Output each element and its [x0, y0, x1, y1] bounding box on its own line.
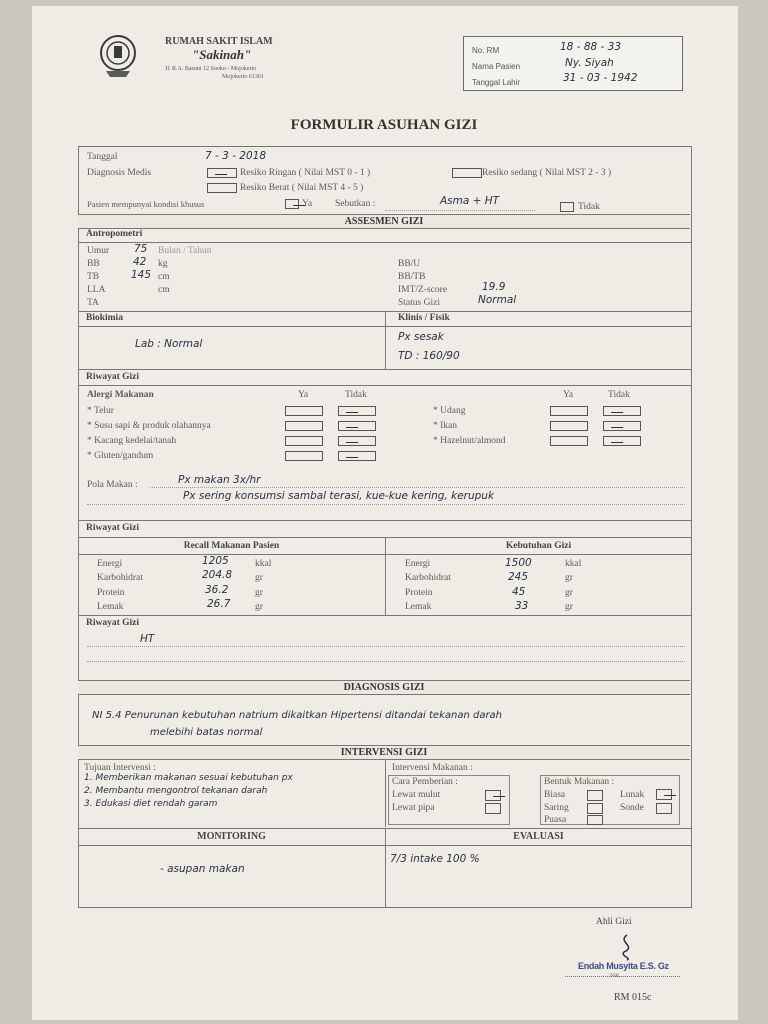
sebutkan-label: Sebutkan :	[335, 199, 376, 209]
alergi-tidak-checkbox[interactable]	[338, 421, 376, 431]
need-value: 33	[515, 600, 529, 612]
recall-left-value: 36.2	[205, 584, 229, 596]
risk-high-checkbox[interactable]	[207, 183, 237, 193]
recall-row-label: Lemak	[97, 602, 124, 612]
tb-label: TB	[87, 272, 100, 282]
riwayat-gizi-2-title: Riwayat Gizi	[86, 618, 140, 628]
recall-row-label: Protein	[97, 588, 125, 598]
bentuk-makanan-label: Bentuk Makanan :	[544, 777, 615, 787]
alergi-tidak-checkbox[interactable]	[603, 406, 641, 416]
left-col-ya: Ya	[298, 390, 309, 400]
recall-left-unit: gr	[255, 602, 263, 612]
alergi-title: Alergi Makanan	[87, 390, 154, 400]
bb-unit: kg	[158, 259, 168, 269]
tujuan-item: 2. Membantu mengontrol tekanan darah	[84, 786, 268, 796]
form-code: RM 015c	[614, 992, 652, 1003]
right-col-tidak: Tidak	[608, 390, 630, 400]
lla-unit: cm	[158, 285, 170, 295]
intervensi-makanan-label: Intervensi Makanan :	[392, 763, 473, 773]
diagnosis-line-2: melebihi batas normal	[150, 727, 263, 738]
alergi-tidak-checkbox[interactable]	[338, 436, 376, 446]
hospital-subname: "Sakinah"	[192, 47, 252, 62]
biasa-label: Biasa	[544, 790, 566, 800]
alergi-ya-checkbox[interactable]	[550, 436, 588, 446]
hospital-city: Mojokerto 61361	[222, 74, 264, 80]
status-gizi-value: Normal	[478, 294, 517, 306]
evaluasi-header: EVALUASI	[513, 831, 564, 842]
tb-unit: cm	[158, 272, 170, 282]
need-row-label: Lemak	[405, 602, 432, 612]
need-unit: gr	[565, 588, 573, 598]
alergi-tidak-checkbox[interactable]	[603, 421, 641, 431]
recall-left-value: 1205	[202, 555, 229, 567]
dob-label: Tanggal Lahir	[472, 78, 521, 87]
saring-label: Saring	[544, 803, 569, 813]
diagnosis-line-1: NI 5.4 Penurunan kebutuhan natrium dikaitkan Hipertensi ditandai tekanan darah	[92, 710, 503, 721]
ahli-gizi-name: Endah Musyita E.S. Gz	[578, 961, 669, 971]
recall-left-unit: gr	[255, 573, 263, 583]
need-unit: kkal	[565, 559, 582, 569]
lewat-pipa-checkbox[interactable]	[485, 803, 501, 814]
alergi-tidak-checkbox[interactable]	[603, 436, 641, 446]
lunak-label: Lunak	[620, 790, 645, 800]
rm-value: 18 - 88 - 33	[560, 41, 622, 53]
need-row-label: Protein	[405, 588, 433, 598]
bbtb-label: BB/TB	[398, 272, 426, 282]
assessment-header: ASSESMEN GIZI	[78, 214, 690, 229]
risk-low-checkbox[interactable]	[207, 168, 237, 178]
special-condition-label: Pasien mempunyai kondisi khusus	[87, 199, 205, 209]
sonde-checkbox[interactable]	[656, 803, 672, 814]
hospital-logo-icon	[98, 33, 138, 77]
ahli-gizi-nip: NIK. ....	[610, 973, 629, 979]
pola-makan-line-2: Px sering konsumsi sambal terasi, kue-kue kering, kerupuk	[183, 490, 495, 502]
imt-label: IMT/Z-score	[398, 285, 448, 295]
recall-left-unit: gr	[255, 588, 263, 598]
hospital-name: RUMAH SAKIT ISLAM	[165, 36, 273, 47]
patient-name-value: Ny. Siyah	[565, 57, 614, 69]
umur-unit: Bulan / Tahun	[158, 246, 212, 256]
diagnosis-header: DIAGNOSIS GIZI	[78, 680, 690, 695]
alergi-ya-checkbox[interactable]	[550, 421, 588, 431]
tujuan-item: 3. Edukasi diet rendah garam	[84, 799, 218, 809]
signature-line	[565, 976, 680, 977]
ta-label: TA	[87, 298, 99, 308]
signature-scribble-icon	[612, 932, 642, 962]
patient-name-label: Nama Pasien	[472, 62, 521, 71]
biasa-checkbox[interactable]	[587, 790, 603, 801]
recall-row-label: Energi	[97, 559, 123, 569]
recall-left-header: Recall Makanan Pasien	[183, 541, 280, 551]
right-col-ya: Ya	[563, 390, 574, 400]
alergi-item: * Susu sapi & produk olahannya	[87, 421, 211, 431]
antropometri-title: Antropometri	[86, 229, 143, 239]
recall-left-value: 204.8	[202, 569, 233, 581]
puasa-label: Puasa	[544, 815, 567, 825]
risk-mid-checkbox[interactable]	[452, 168, 482, 178]
monitoring-header: MONITORING	[197, 831, 266, 842]
alergi-tidak-checkbox[interactable]	[338, 406, 376, 416]
need-value: 45	[512, 586, 526, 598]
need-value: 1500	[505, 557, 532, 569]
alergi-item: * Ikan	[433, 421, 458, 431]
lewat-mulut-label: Lewat mulut	[392, 790, 441, 800]
hospital-address: Jl. R.A. Basuni 12 Sooko - Mojokerto	[165, 66, 257, 72]
tujuan-item: 1. Memberikan makanan sesuai kebutuhan px	[84, 773, 293, 783]
special-condition-value: Asma + HT	[440, 195, 500, 207]
tujuan-label: Tujuan Intervensi :	[84, 763, 156, 773]
alergi-tidak-checkbox[interactable]	[338, 451, 376, 461]
monitoring-value: - asupan makan	[160, 863, 245, 875]
evaluasi-value: 7/3 intake 100 %	[390, 853, 480, 865]
left-col-tidak: Tidak	[345, 390, 367, 400]
alergi-item: * Hazelnut/almond	[433, 436, 506, 446]
lla-label: LLA	[87, 285, 106, 295]
biokimia-value: Lab : Normal	[135, 338, 203, 350]
need-unit: gr	[565, 573, 573, 583]
alergi-ya-checkbox[interactable]	[285, 451, 323, 461]
tb-value: 145	[131, 269, 152, 281]
saring-checkbox[interactable]	[587, 803, 603, 814]
alergi-ya-checkbox[interactable]	[550, 406, 588, 416]
special-tidak-checkbox[interactable]	[560, 202, 574, 212]
biokimia-title: Biokimia	[86, 313, 123, 323]
alergi-ya-checkbox[interactable]	[285, 421, 323, 431]
need-value: 245	[508, 571, 529, 583]
cara-pemberian-label: Cara Pemberian :	[392, 777, 458, 787]
status-gizi-label: Status Gizi	[398, 298, 440, 308]
ahli-gizi-label: Ahli Gizi	[596, 917, 632, 927]
diagnosis-medis-label: Diagnosis Medis	[87, 168, 152, 178]
klinis-value-1: Px sesak	[398, 331, 444, 343]
klinis-title: Klinis / Fisik	[398, 313, 450, 323]
umur-value: 75	[134, 243, 148, 255]
puasa-checkbox[interactable]	[587, 815, 603, 825]
risk-low-label: Resiko Ringan ( Nilai MST 0 - 1 )	[240, 168, 371, 178]
pola-makan-label: Pola Makan :	[87, 480, 138, 490]
special-ya-label: Ya	[302, 199, 313, 209]
need-row-label: Karbohidrat	[405, 573, 451, 583]
bb-label: BB	[87, 259, 100, 269]
date-label: Tanggal	[87, 152, 118, 162]
alergi-ya-checkbox[interactable]	[285, 406, 323, 416]
risk-mid-label: Resiko sedang ( Nilai MST 2 - 3 )	[482, 168, 612, 178]
lewat-pipa-label: Lewat pipa	[392, 803, 435, 813]
pola-makan-line-1: Px makan 3x/hr	[178, 474, 261, 486]
lunak-checkbox[interactable]	[656, 789, 672, 800]
special-ya-checkbox[interactable]	[285, 199, 299, 209]
alergi-item: * Kacang kedelai/tanah	[87, 436, 177, 446]
form-title: FORMULIR ASUHAN GIZI	[290, 117, 478, 133]
date-value: 7 - 3 - 2018	[205, 150, 267, 162]
recall-left-unit: kkal	[255, 559, 272, 569]
recall-section-title: Riwayat Gizi	[86, 523, 140, 533]
recall-right-header: Kebutuhan Gizi	[505, 541, 572, 551]
alergi-item: * Udang	[433, 406, 466, 416]
sonde-label: Sonde	[620, 803, 644, 813]
intervention-header: INTERVENSI GIZI	[78, 745, 690, 760]
lewat-mulut-checkbox[interactable]	[485, 790, 501, 801]
need-row-label: Energi	[405, 559, 431, 569]
imt-value: 19.9	[482, 281, 506, 293]
recall-left-value: 26.7	[207, 598, 231, 610]
recall-row-label: Karbohidrat	[97, 573, 143, 583]
riwayat-gizi-title: Riwayat Gizi	[86, 372, 140, 382]
alergi-item: * Gluten/gandum	[87, 451, 154, 461]
bbu-label: BB/U	[398, 259, 421, 269]
need-unit: gr	[565, 602, 573, 612]
dob-value: 31 - 03 - 1942	[563, 72, 638, 84]
bb-value: 42	[133, 256, 147, 268]
special-tidak-label: Tidak	[578, 202, 600, 212]
risk-high-label: Resiko Berat ( Nilai MST 4 - 5 )	[240, 183, 364, 193]
alergi-item: * Telur	[87, 406, 114, 416]
alergi-ya-checkbox[interactable]	[285, 436, 323, 446]
riwayat-gizi-2-value: HT	[140, 633, 155, 645]
rm-label: No. RM	[472, 46, 500, 55]
klinis-value-2: TD : 160/90	[398, 350, 460, 362]
umur-label: Umur	[87, 246, 110, 256]
